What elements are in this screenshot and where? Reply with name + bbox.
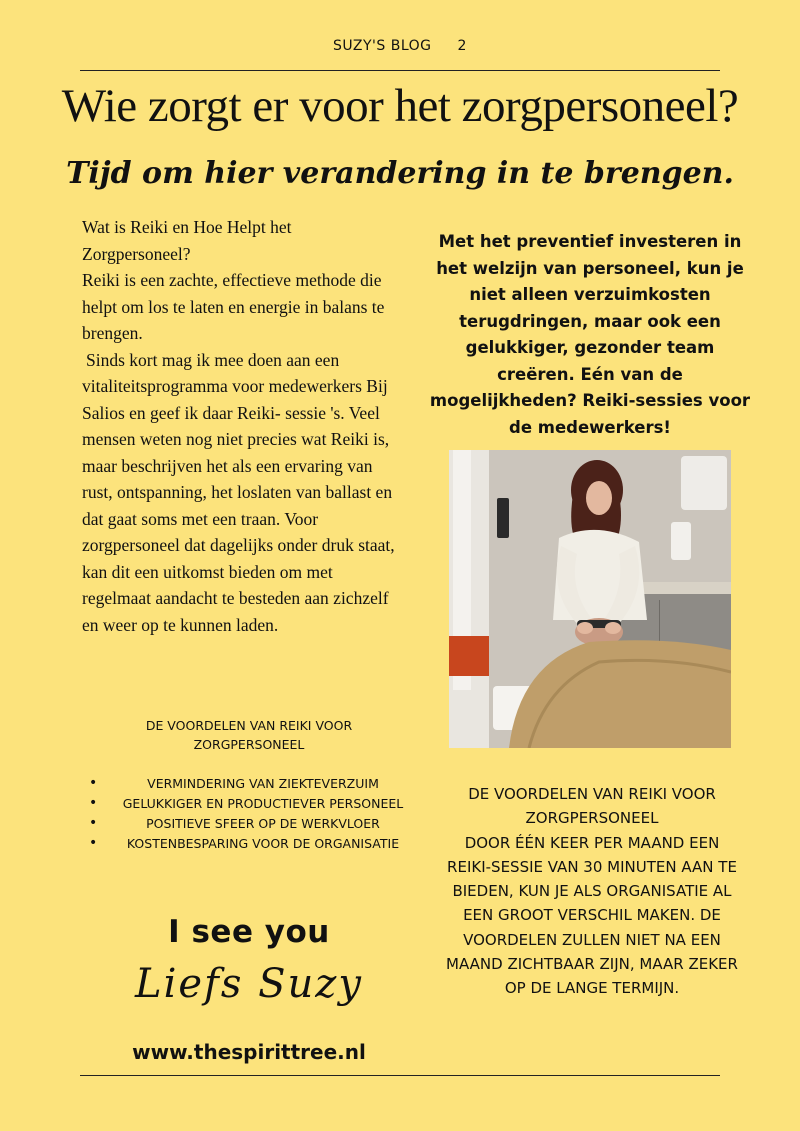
bullet-icon: • <box>89 815 98 831</box>
highlight-quote: Met het preventief investeren in het welzijn van personeel, kun je niet alleen verzuimkosten terugdringen, maar ook een gelukkiger, gezonder team creëren. Eén van de mogelijkheden? Reiki-sessies voor de medewerkers! <box>429 232 751 437</box>
list-item: • POSITIEVE SFEER OP DE WERKVLOER <box>89 815 380 831</box>
reiki-session-photo <box>449 450 731 748</box>
page-title: Wie zorgt er voor het zorgpersoneel? <box>61 80 739 132</box>
tagline: I see you <box>168 914 330 950</box>
benefits-title: DE VOORDELEN VAN REIKI VOOR ZORGPERSONEEL <box>145 718 353 752</box>
salios-paragraph: Sinds kort mag ik mee doen aan een vitaliteitsprogramma voor medewerkers Bij Salios en geef ik daar Reiki- sessie 's. Veel mensen weten nog niet precies wat Reiki is, maar beschrijven het als een ervaring van rust, ontspanning, het loslaten van ballast en dat gaat soms met een traan. Voor zorgpersoneel dat dagelijks onder druk staat, kan dit een uitkomst bieden om met regelmaat aandacht te besteden aan zichzelf en weer op te kunnen laden. <box>82 349 395 635</box>
intro-paragraph: Reiki is een zachte, effectieve methode die helpt om los te laten en energie in balans te brengen. <box>82 270 385 343</box>
page-header <box>0 38 800 54</box>
signature: Liefs Suzy <box>135 961 363 1007</box>
right-benefits-body: DOOR ÉÉN KEER PER MAAND EEN REIKI-SESSIE VAN 30 MINUTEN AAN TE BIEDEN, KUN JE ALS ORGANISATIE AL EEN GROOT VERSCHIL MAKEN. DE VOORDELEN ZULLEN NIET NA EEN MAAND ZICHTBAAR ZIJN, MAAR ZEKER OP DE LANGE TERMIJN. <box>446 833 738 998</box>
bullet-icon: • <box>89 795 98 811</box>
page-number: 2 <box>457 38 467 54</box>
reiki-intro-text <box>82 214 404 638</box>
list-item: • GELUKKIGER EN PRODUCTIEVER PERSONEEL <box>89 795 404 811</box>
list-item: • VERMINDERING VAN ZIEKTEVERZUIM <box>89 775 379 791</box>
page-subtitle: Tijd om hier verandering in te brengen. <box>66 156 734 191</box>
bullet-icon: • <box>89 835 98 851</box>
top-divider <box>80 70 720 71</box>
blog-name: SUZY'S BLOG <box>333 38 432 54</box>
benefits-list <box>82 774 412 854</box>
photo-illustration <box>449 450 731 748</box>
website-link[interactable]: www.thespirittree.nl <box>132 1040 366 1064</box>
intro-heading: Wat is Reiki en Hoe Helpt het Zorgpersoneel? <box>82 217 292 264</box>
right-benefits-text <box>446 782 738 1001</box>
right-benefits-title: DE VOORDELEN VAN REIKI VOOR ZORGPERSONEEL <box>468 785 716 828</box>
list-item: • KOSTENBESPARING VOOR DE ORGANISATIE <box>89 835 400 851</box>
bullet-icon: • <box>89 775 98 791</box>
bottom-divider <box>80 1075 720 1076</box>
